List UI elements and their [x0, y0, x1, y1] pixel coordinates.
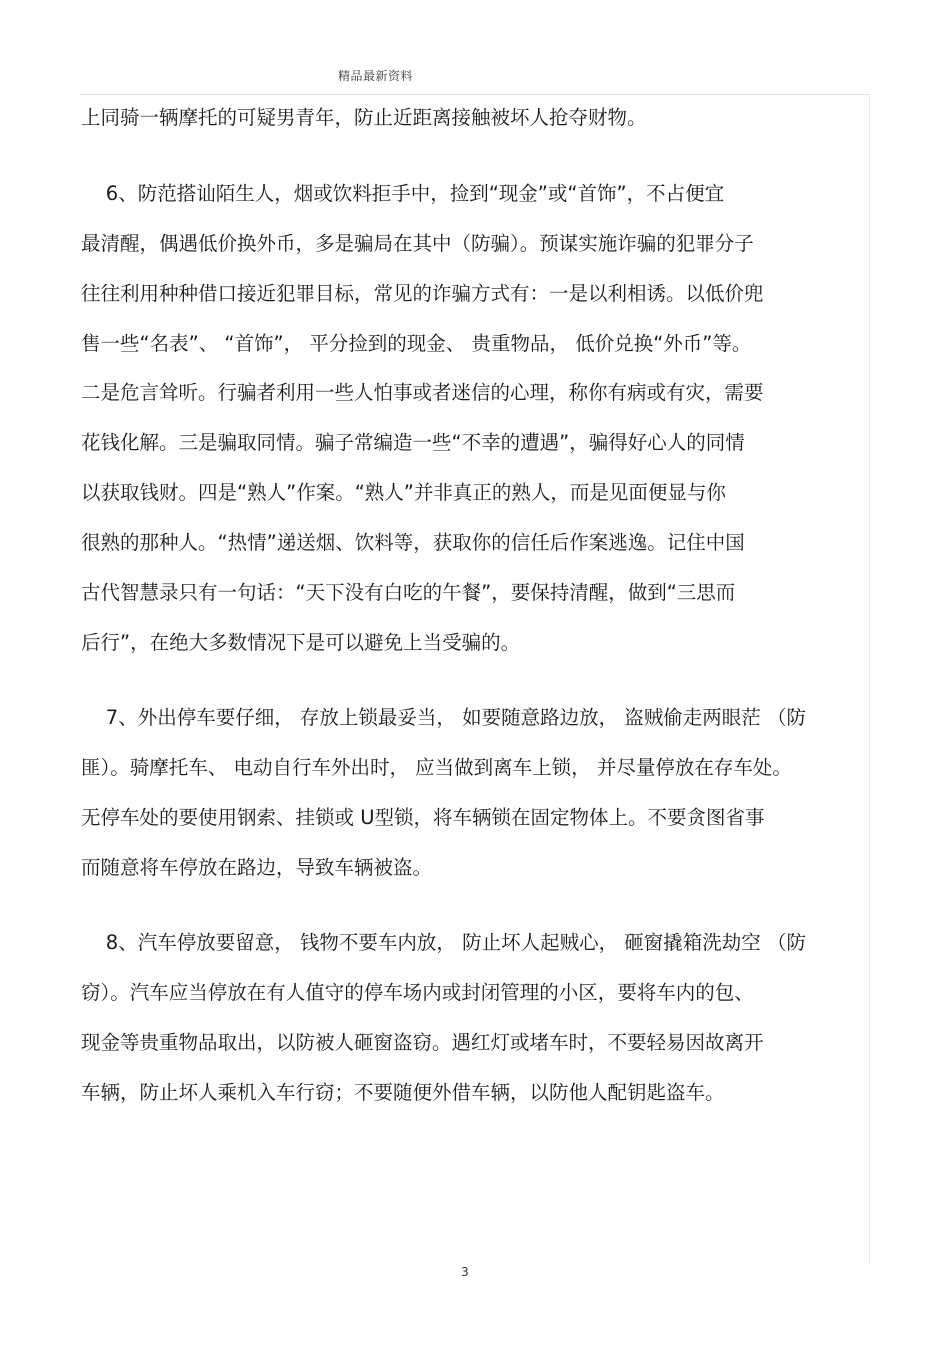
text-line: 售一些“名表”、 “首饰”， 平分捡到的现金、 贵重物品， 低价兑换“外币”等。 — [81, 332, 752, 355]
text-line: 无停车处的要使用钢索、挂锁或 U型锁，将车辆锁在固定物体上。不要贪图省事 — [81, 806, 765, 829]
text-line: 最清醒，偶遇低价换外币，多是骗局在其中（防骗）。预谋实施诈骗的犯罪分子 — [81, 232, 754, 255]
text-line: 匪）。骑摩托车、 电动自行车外出时， 应当做到离车上锁， 并尽量停放在存车处。 — [81, 756, 792, 779]
text-line: 7、外出停车要仔细， 存放上锁最妥当， 如要随意路边放， 盗贼偷走两眼茫 （防 — [81, 706, 806, 729]
text-line: 窃）。汽车应当停放在有人值守的停车场内或封闭管理的小区，要将车内的包、 — [81, 981, 754, 1004]
text-line: 现金等贵重物品取出，以防被人砸窗盗窃。遇红灯或堵车时，不要轻易因故离开 — [81, 1031, 764, 1054]
header-divider — [80, 94, 870, 95]
text-line: 往往利用种种借口接近犯罪目标，常见的诈骗方式有：一是以利相诱。以低价兜 — [81, 282, 764, 305]
text-line: 古代智慧录只有一句话：“天下没有白吃的午餐”，要保持清醒，做到“三思而 — [81, 581, 736, 604]
text-line: 花钱化解。三是骗取同情。骗子常编造一些“不幸的遭遇”，骗得好心人的同情 — [81, 431, 745, 454]
text-line: 上同骑一辆摩托的可疑男青年，防止近距离接触被坏人抢夺财物。 — [81, 106, 647, 129]
right-margin-line — [869, 94, 870, 1264]
text-line: 而随意将车停放在路边，导致车辆被盗。 — [81, 856, 433, 879]
text-line: 8、汽车停放要留意， 钱物不要车内放， 防止坏人起贼心， 砸窗撬箱洗劫空 （防 — [81, 931, 806, 954]
page-header: 精品最新资料 — [338, 69, 414, 83]
text-line: 6、防范搭讪陌生人，烟或饮料拒手中，捡到“现金”或“首饰”，不占便宜 — [81, 182, 725, 205]
text-line: 二是危言耸听。行骗者利用一些人怕事或者迷信的心理，称你有病或有灾，需要 — [81, 381, 764, 404]
text-line: 以获取钱财。四是“熟人”作案。“熟人”并非真正的熟人，而是见面便显与你 — [81, 481, 726, 504]
text-line: 车辆，防止坏人乘机入车行窃；不要随便外借车辆，以防他人配钥匙盗车。 — [81, 1081, 725, 1104]
text-line: 很熟的那种人。“热情”递送烟、饮料等，获取你的信任后作案逃逸。记住中国 — [81, 531, 745, 554]
page-number: 3 — [461, 1265, 469, 1279]
text-line: 后行”，在绝大多数情况下是可以避免上当受骗的。 — [81, 631, 521, 654]
